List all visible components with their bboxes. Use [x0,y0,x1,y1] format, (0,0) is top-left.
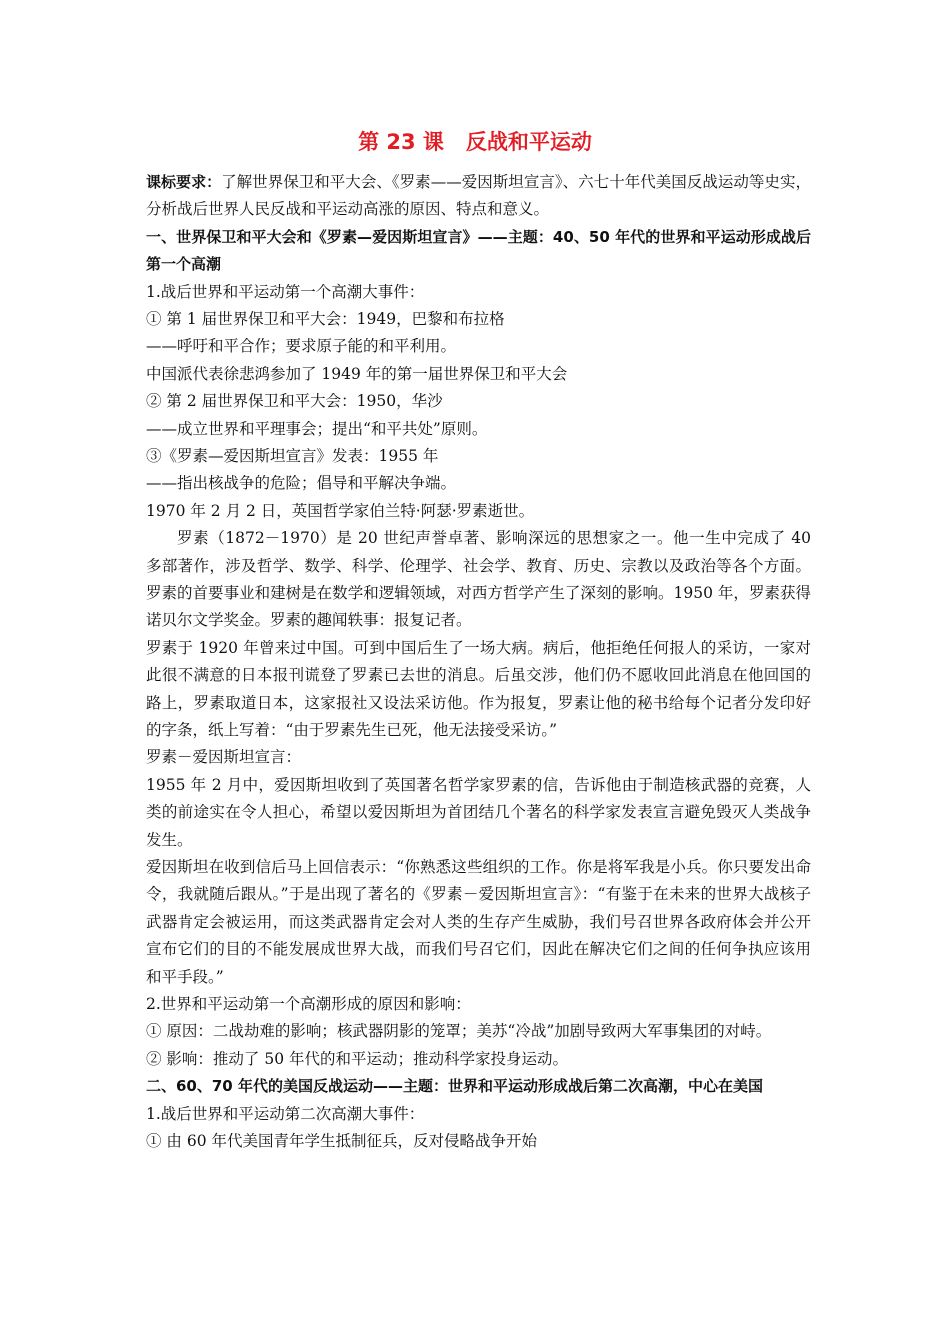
title-lesson: 第 23 课 [358,130,444,154]
page-title [0,126,950,156]
s2-line: ① 由 60 年代美国青年学生抵制征兵，反对侵略战争开始 [146,1132,538,1151]
s1-line: ——呼吁和平合作；要求原子能的和平利用。 [146,337,457,356]
s1-item-2: 2.世界和平运动第一个高潮形成的原因和影响： [146,995,471,1014]
s2-line: 1.战后世界和平运动第二次高潮大事件： [146,1104,425,1123]
section-1-heading: 一、世界保卫和平大会和《罗素—爱因斯坦宣言》——主题：40、50 年代的世界和平运动形成战后第一个高潮 [146,227,811,274]
requirement-text: 了解世界保卫和平大会、《罗素——爱因斯坦宣言》、六七十年代美国反战运动等史实，分析战后世界人民反战和平运动高涨的原因、特点和意义。 [146,173,811,219]
s1-cause: ① 原因：二战劫难的影响；核武器阴影的笼罩；美苏“冷战”加剧导致两大军事集团的对峙。 [146,1022,772,1041]
document-body [146,169,811,1155]
paragraph-1955-letter: 1955 年 2 月中，爱因斯坦收到了英国著名哲学家罗素的信，告诉他由于制造核武器的竞赛，人类的前途实在令人担心，希望以爱因斯坦为首团结几个著名的科学家发表宣言避免毁灭人类战争发生。 [146,775,811,849]
declaration-label: 罗素－爱因斯坦宣言： [146,748,302,767]
requirement-label: 课标要求： [146,173,222,191]
s1-line: ② 第 2 届世界保卫和平大会：1950，华沙 [146,392,443,411]
paragraph-einstein-reply: 爱因斯坦在收到信后马上回信表示：“你熟悉这些组织的工作。你是将军我是小兵。你只要发出命令，我就随后跟从。”于是出现了著名的《罗素－爱因斯坦宣言》：“有鉴于在未来的世界大战核子武器肯定会被运用，而这类武器肯定会对人类的生存产生威胁，我们号召世界各政府体会并公开宣布它们的目的不能发展成世界大战，而我们号召它们，因此在解决它们之间的任何争执应该用和平手段。” [146,858,811,986]
title-topic: 反战和平运动 [465,130,592,154]
paragraph-russell-bio: 罗素（1872－1970）是 20 世纪声誉卓著、影响深远的思想家之一。他一生中完成了 40 多部著作，涉及哲学、数学、科学、伦理学、社会学、教育、历史、宗教以及政治等各个方面。罗素的首要事业和建树是在数学和逻辑领域，对西方哲学产生了深刻的影响。1950 年，罗素获得诺贝尔文学奖金。罗素的趣闻轶事：报复记者。 [146,529,811,630]
paragraph-russell-china: 罗素于 1920 年曾来过中国。可到中国后生了一场大病。病后，他拒绝任何报人的采访，一家对此很不满意的日本报刊谎登了罗素已去世的消息。后虽交涉，他们仍不愿收回此消息在他回国的路上，罗素取道日本，这家报社又设法采访他。作为报复，罗素让他的秘书给每个记者分发印好的字条，纸上写着：“由于罗素先生已死，他无法接受采访。” [146,638,811,739]
s1-line: 1970 年 2 月 2 日，英国哲学家伯兰特·阿瑟·罗素逝世。 [146,501,535,520]
s1-line: 1.战后世界和平运动第一个高潮大事件： [146,282,425,301]
s1-line: ③《罗素—爱因斯坦宣言》发表：1955 年 [146,446,439,465]
s1-line: ——成立世界和平理事会；提出“和平共处”原则。 [146,419,488,438]
s1-line: ① 第 1 届世界保卫和平大会：1949，巴黎和布拉格 [146,310,505,329]
s1-line: ——指出核战争的危险；倡导和平解决争端。 [146,474,457,493]
s1-line: 中国派代表徐悲鸿参加了 1949 年的第一届世界保卫和平大会 [146,364,568,383]
curriculum-requirement [146,169,811,224]
s1-effect: ② 影响：推动了 50 年代的和平运动；推动科学家投身运动。 [146,1049,569,1068]
section-2-heading: 二、60、70 年代的美国反战运动——主题：世界和平运动形成战后第二次高潮，中心在美国 [146,1077,763,1096]
